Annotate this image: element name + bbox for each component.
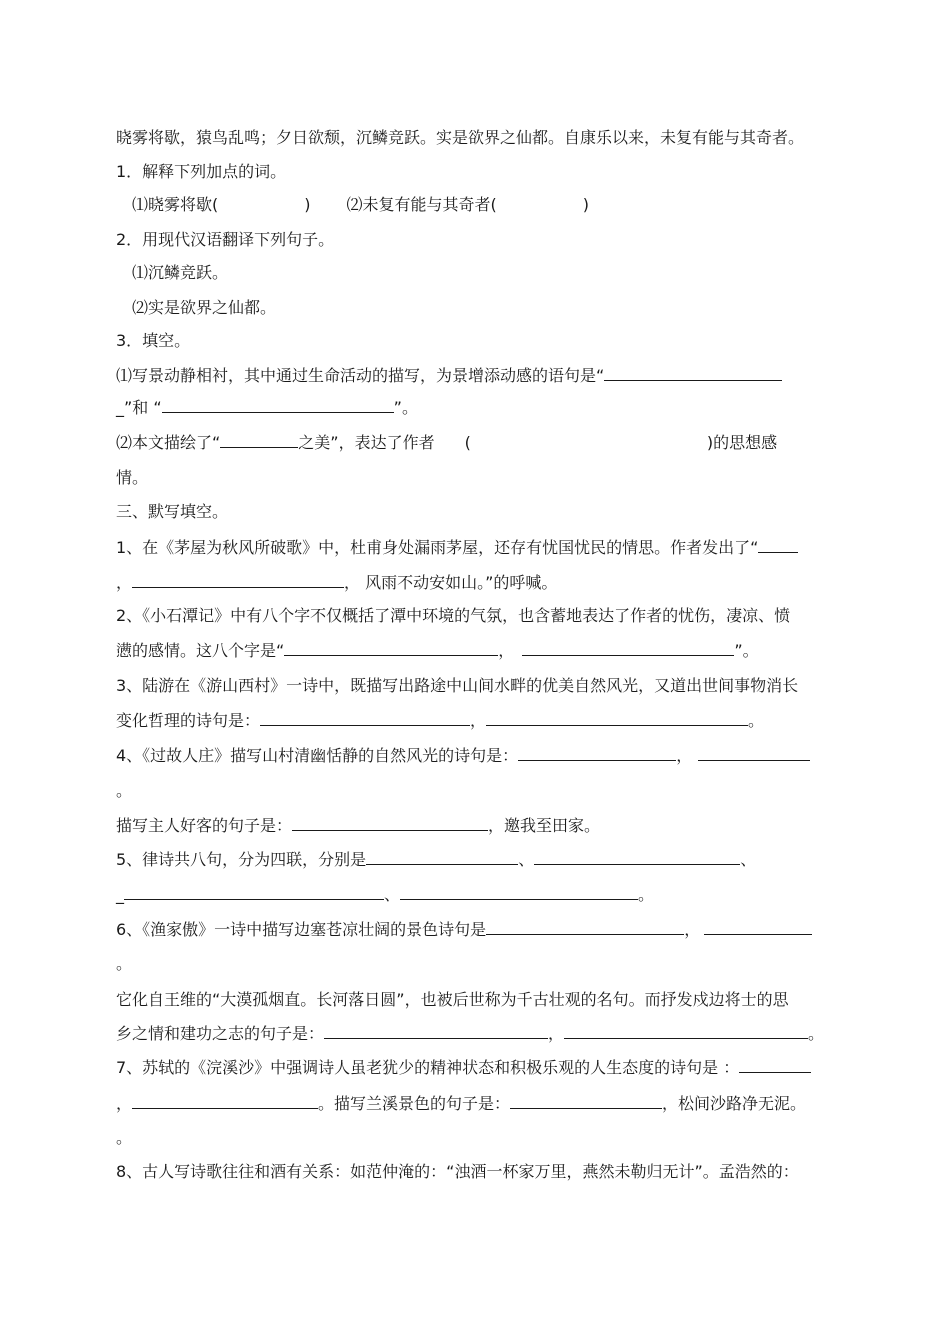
item2-line2 — [116, 640, 759, 662]
item5-l1-pre: 5、律诗共八句，分为四联，分别是 — [116, 850, 367, 869]
item4-l3-pre: 描写主人好客的句子是： — [116, 816, 293, 835]
q3-a-line2 — [116, 397, 418, 419]
item5-line2 — [116, 884, 654, 906]
answer-blank[interactable] — [758, 537, 798, 553]
item7-l2-pre: ， — [116, 1094, 133, 1113]
item6-l1-mid: ， — [684, 920, 701, 939]
item6-line3: 它化自王维的“大漠孤烟直。长河落日圆”，也被后世称为千古壮观的名句。而抒发戍边将士的思 — [116, 990, 789, 1009]
answer-blank[interactable] — [534, 849, 740, 865]
q3-a-line1 — [116, 365, 782, 387]
item3-l2-post: 。 — [748, 711, 765, 730]
q3-b1-mid: 之美”，表达了作者 — [298, 433, 435, 452]
item7-text: 7、苏轼的《浣溪沙》中强调诗人虽老犹少的精神状态和积极乐观的人生态度的诗句是 ： — [116, 1058, 740, 1077]
answer-blank[interactable] — [604, 365, 782, 381]
answer-blank[interactable] — [704, 919, 812, 935]
item6-line2: 。 — [116, 954, 133, 973]
item3-line2 — [116, 710, 764, 732]
q1-a-close: ) — [304, 195, 311, 214]
item6-l4-mid: ， — [548, 1024, 565, 1043]
item4-l1-pre: 4、《过故人庄》描写山村清幽恬静的自然风光的诗句是： — [116, 746, 519, 765]
item4-l1-mid: ， — [676, 746, 693, 765]
q3-a2-pre: _”和 “ — [116, 398, 162, 417]
q3-b1-pre: ⑵本文描绘了“ — [116, 433, 221, 452]
q2-a-text: ⑴沉鳞竞跃。 — [132, 263, 229, 282]
item3-l2-pre: 变化哲理的诗句是： — [116, 711, 261, 730]
answer-blank[interactable] — [518, 745, 676, 761]
q3-title: 3．填空。 — [116, 331, 191, 350]
item7-line1 — [116, 1057, 811, 1079]
answer-blank[interactable] — [522, 640, 734, 656]
item4-line3 — [116, 815, 600, 837]
q3-b1-end: )的思想感 — [706, 433, 778, 452]
answer-blank[interactable] — [400, 884, 638, 900]
item7-l2-mid: 。描写兰溪景色的句子是： — [318, 1094, 511, 1113]
q3-b-line2: 情。 — [116, 468, 149, 487]
answer-blank[interactable] — [324, 1023, 548, 1039]
item1-line2 — [116, 572, 557, 594]
answer-blank[interactable] — [220, 432, 298, 448]
answer-blank[interactable] — [124, 884, 384, 900]
answer-blank[interactable] — [486, 919, 684, 935]
q3-b-line1 — [116, 432, 777, 454]
item3-line1: 3、陆游在《游山西村》一诗中，既描写出路途中山间水畔的优美自然风光，又道出世间事物消长 — [116, 676, 799, 695]
item4-line1 — [116, 745, 810, 767]
item6-l4-post: 。 — [808, 1024, 825, 1043]
item4-l3-post: ，邀我至田家。 — [488, 816, 601, 835]
item7-line2 — [116, 1093, 806, 1115]
answer-blank[interactable] — [132, 572, 344, 588]
item3-l2-mid: ， — [470, 711, 487, 730]
item1-line1 — [116, 537, 798, 559]
item6-l1-pre: 6、《渔家傲》一诗中描写边塞苍凉壮阔的景色诗句是 — [116, 920, 487, 939]
q1-b-text: ⑵未复有能与其奇者( — [346, 195, 497, 214]
item2-l2-post: ”。 — [734, 641, 759, 660]
q3-a-text: ⑴写景动静相衬，其中通过生命活动的描写，为景增添动感的语句是“ — [116, 366, 605, 385]
q3-b1-paren: ( — [464, 433, 471, 452]
item1-l2-post: ， 风雨不动安如山。”的呼喊。 — [344, 573, 558, 592]
item5-l2-mid: 、 — [384, 885, 401, 904]
q1-title: 1．解释下列加点的词。 — [116, 162, 287, 181]
section-title: 三、默写填空。 — [116, 502, 229, 521]
answer-blank[interactable] — [564, 1023, 808, 1039]
item7-line3: 。 — [116, 1128, 133, 1147]
item5-l1-end: 、 — [740, 850, 757, 869]
item5-l2-pre: _ — [116, 885, 124, 904]
item8-line1: 8、古人写诗歌往往和酒有关系：如范仲淹的：“浊酒一杯家万里，燕然未勒归无计”。孟浩然的： — [116, 1162, 799, 1181]
answer-blank[interactable] — [284, 640, 498, 656]
q1-b-close: ) — [582, 195, 589, 214]
answer-blank[interactable] — [510, 1093, 662, 1109]
item2-l2-pre: 懑的感情。这八个字是“ — [116, 641, 285, 660]
item7-l2-post: ，松间沙路净无泥。 — [662, 1094, 807, 1113]
item2-line1: 2、《小石潭记》中有八个字不仅概括了潭中环境的气氛，也含蓄地表达了作者的忧伤，凄凉、愤 — [116, 606, 791, 625]
item2-l2-mid: ， — [498, 641, 515, 660]
answer-blank[interactable] — [486, 710, 748, 726]
answer-blank[interactable] — [698, 745, 810, 761]
q1-items — [132, 194, 589, 216]
answer-blank[interactable] — [260, 710, 470, 726]
q2-title: 2．用现代汉语翻译下列句子。 — [116, 230, 335, 249]
item1-text: 1、在《茅屋为秋风所破歌》中，杜甫身处漏雨茅屋，还存有忧国忧民的情思。作者发出了“ — [116, 538, 759, 557]
item4-line2: 。 — [116, 781, 133, 800]
answer-blank[interactable] — [366, 849, 518, 865]
answer-blank[interactable] — [292, 815, 488, 831]
item6-line1 — [116, 919, 812, 941]
answer-blank[interactable] — [162, 397, 394, 413]
item5-line1 — [116, 849, 756, 871]
item6-line4 — [116, 1023, 824, 1045]
item5-l2-post: 。 — [638, 885, 655, 904]
q2-b-text: ⑵实是欲界之仙都。 — [132, 298, 277, 317]
answer-blank[interactable] — [739, 1057, 811, 1073]
item5-l1-mid: 、 — [518, 850, 535, 869]
item1-l2-pre: ， — [116, 573, 133, 592]
q3-a2-post: ”。 — [393, 398, 418, 417]
answer-blank[interactable] — [132, 1093, 318, 1109]
passage-text: 晓雾将歇，猿鸟乱鸣；夕日欲颓，沉鳞竞跃。实是欲界之仙都。自康乐以来，未复有能与其奇者。 — [116, 128, 805, 147]
q1-a-text: ⑴晓雾将歇( — [132, 195, 219, 214]
item6-l4-pre: 乡之情和建功之志的句子是： — [116, 1024, 325, 1043]
